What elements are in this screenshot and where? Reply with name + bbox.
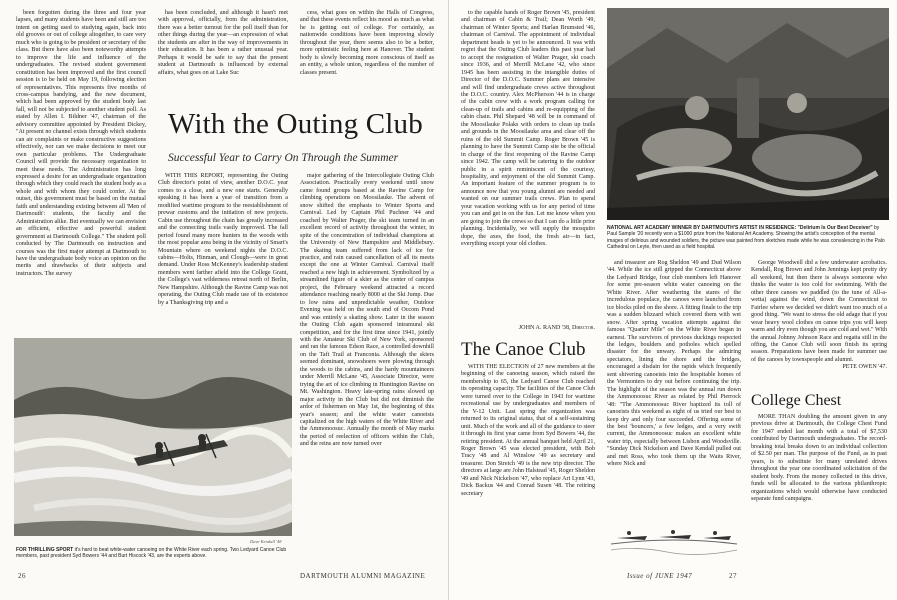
- painting-caption: NATIONAL ART ACADEMY WINNER BY DARTMOUTH'S ARTIST IN RESIDENCE: "Delirium Is Our Best Deceiver" by Paul Sample '20 recently won a $1000 prize from the National Art Academy. Showing the artist's conception of the mental images of delirious and wounded soldiers, the picture was painted from sketches made while he was convalescing in the Palo Cathedral on Leyte, then used as a field hospital.: [607, 225, 885, 250]
- right-page: [448, 0, 897, 600]
- delirium-painting: [607, 8, 889, 220]
- page-number-right: 27: [729, 572, 737, 580]
- painting-image: [607, 8, 889, 220]
- left-col1-top: been forgotten during the three and four year lapses, and many students have been and still are too intent on getting used to studying again, back into old grooves or out of college altogether, to care very much who is going to be president or secretary of the class. But there have also been noteworthy attempts to improve the life and influence of the undergraduates. The revised student government constitution has been improved and the first council session is to be held on May 19, following election of representatives. This represents five months of cross-campus bandying, and the new document, which had been approved by the student body last fall, will not be subjected to another student poll. As stated by Allen I. Bildner '47, chairman of the advisory committee appointed by President Dickey, "At present no channel exists through which students can air complaints or make constructive suggestions effectively, nor can we make decisions to meet our own particular problems. The Undergraduate Council will provide the necessary organization to meet these needs. The Administration has long expressed a desire for an undergraduate organization through which they could reach the student body as a whole and with whom they could confer. At the outset, this government must be based on the mutual faith and understanding existing between all 'Men of Dartmouth': students, the faculty and the Administration alike. But eventually we can envision an efficient, effective and powerful student government at Dartmouth College." The student poll conducted by The Dartmouth on instruction and courses was the first major attempt at Dartmouth to have the undergraduate body voice an opinion on the merits and drawbacks of their subjects and instructors. The survey: [16, 10, 146, 277]
- college-chest-text: MORE THAN doubling the amount given in any previous drive at Dartmouth, the College Chest Fund for 1947 ended last month with a total of $7,530 contributed by Dartmouth undergraduates. The record-breaking total breaks down to an individual collection of $2.50 per man. The purpose of the Fund, as in past years, is to substitute for many unrelated drives throughout the year one coordinated solicitation of the student body. From the money collected in this drive, funds will be allocated to the various philanthropic organizations which would otherwise have conducted separate fund campaigns.: [751, 414, 887, 502]
- magazine-name: DARTMOUTH ALUMNI MAGAZINE: [300, 572, 426, 580]
- outing-club-subhead: Successful Year to Carry On Through the Summer: [168, 152, 399, 164]
- canoe-club-headline: The Canoe Club: [461, 339, 586, 360]
- canoe-club-col2: and treasurer are Rog Sheldon '49 and Dud Wilson '44. While the ice still gripped the Connecticut above the Ledyard Bridge, four club members left Hanover for some pre-season white water canoeing on the White River. After weathering the stares of the incredulous populace, the canoes were launched from ice blocks piled on the shore. A fitting finale to the trip was a sudden blizzard which covered them with wet snow. After spring vacation attempts against the famous "Quarter Mile" on the White River began in earnest. The survivors of previous duckings respected the ledges, boulders and potholes which spelled disaster for the unwary. Perhaps the admiring spectators, lining the shore and the bridges, encouraged a disdain for the rapids which frequently sent shivering canoeists into the hospitable homes of the Vermonters to dry out before continuing the trip. The highlight of the season was the annual run down the Ammonoosuc River as related by Phil Pierrock '48: "The Ammonoosuc River baptized its toll of canoeists this weekend as eight of us tried our best to keep dry and only four succeeded. Offering some of the best 'bouncers,' a few ledges, and a very swift current, the Ammonoosuc makes an excellent white water trip, especially between Lisbon and Woodsville. "Sunday Dick Nickelson and Dave Kendall pulled out and met Ross, who took them up the Waits River, where Nick and: [607, 260, 741, 468]
- outing-club-headline: With the Outing Club: [168, 108, 423, 140]
- canoe-sketch-icon: [607, 510, 741, 560]
- outing-club-col3: major gathering of the Intercollegiate Outing Club Association. Practically every weekend until snow came found groups based at the Ravine Camp for climbing operations on Moosilauke. The advent of snow shifted the emphasis to Winter Sports and Carnival. Led by Captain Phil Puchner '44 and coached by Walter Prager, the ski team turned in an excellent record of activity throughout the winter, in spite of the concentration of individual champions at the University of New Hampshire and Middlebury. The skating team suffered from lack of ice for practice, and rain caused cancellation of all its meets except the one at Winter Carnival. Carnival itself reached a new high in achievement. Symbolized by a streamlined figure of a skier as the center of campus project, the February weekend attracted a record attendance reaching nearly 8000 at the Ski Jump. Due to low rains and unpredictable weather, Outdoor Evening was held on the south end of Occom Pond and was entirely a skating show. Later in the season the Outing Club again sponsored intramural ski competition, and for the first time since 1941, jointly with the Amateur Ski Club of New York, sponsored and ran the famous Edson Race, a controlled downhill on the Taft Trail at Franconia. Although the skiers seemed dominant, snowshoers were plowing through the woods to the cabins, and the hardy mountaineers under Merrill McLane '45, Associate Director, were trying the art of ice climbing in Huntington Ravine on Mt. Washington. Heavy late-spring rains slowed up major activity in the Club but did not diminish the ardor of fishermen on May 1st, the beginning of this year's season; and the white water canoeists capitalized on the high waters of the White River and the Ammonoosuc. Annually the month of May marks the period of reelection of officers within the Club, and the reins are now turned over: [300, 173, 434, 448]
- outing-club-continued: to the capable hands of Roger Brown '45, president and chairman of Cabin & Trail; Dean Worth '49, chairman of Winter Sports; and Harlan Brumsted '46, chairman of Carnival. The appointment of individual department heads is yet to be announced. It was with regret that the Outing Club leaders this past year had to accept the resignation of Walter Prager, ski coach since 1936, and of Merrill McLane '42, who since 1945 has been assisting in the intangible duties of Director of the D.O.C. Summer plans are intensive and will find undergraduate crews active throughout the D.O.C. country. Alex McPherson '44 is in charge of the cabin crew with a work program calling for clean-up of trails and cabins and re-equipping of the cabin chain. Phil Shepard '48 will be in command of the Moosilauke Polaks with orders to clean up trails and grounds in the Moosilauke area and clear off the ruins of the old Summit Camp. Roger Brown '45 is planning to have the Summit Camp site be the official in charge of the first reopening of the Ravine Camp since 1942. The camp will be catering to the outdoor public in a spirit reminiscent of the courtesy, hospitality, and enjoyment of the old Summit Camp. An important feature of the summer program is to announce now that you young alumni are needed and wanted on our summer trails crews. Plan to spend your vacation working with us for any period of time you can and get in on the fun. Let me know when you are going to join the crews so that I can do a little prior planning. Incidentally, we will supply the mosquito dope, the axes, the food, the fresh air—in fact, everything except your old clothes.: [461, 10, 595, 248]
- left-page: [0, 0, 448, 600]
- outing-club-col2: WITH THIS REPORT, representing the Outing Club director's point of view, another D.O.C. year comes to a close, and a new one starts. Generally speaking it has been a year of transition from a modified wartime program to the reestablishment of prewar customs and the initiation of new projects. Cabin use throughout the chain has greatly increased and the connecting trails vastly improved. The fall period found many more hunters in the woods with the most popular area being in the vicinity of Smart's Mountain where on weekend nights the D.O.C. cabins—Holts, Hinman, and Clough—were in great demand. Under Ross McKenney's leadership student members went farther afield into the College Grant, the College's vast wilderness retreat north of Berlin, New Hampshire. Although the Ravine Camp was not operating, the Outing Club made use of its existence by a Thanksgiving trip and a: [158, 173, 288, 306]
- canoe-club-signature: PETE OWEN '47.: [842, 364, 887, 370]
- photo-credit: Dave Kendall '48: [250, 539, 282, 544]
- canoe-club-col3: George Woodwell did a few underwater acrobatics. Kendall, Rog Brown and John Jennings kept pretty dry all weekend, but then there is always someone who thinks the water is too cold for swimming. With the other three canoes we paddled (to the tune of All-a-wetta) against the wind, down the Connecticut to Fairlee where we decided we didn't want too much of a good thing. "We want to stress the old adage that if you wear heavy wool clothes on canoe trips you will keep warm and dry even though you are cold and wet." With the annual Johnny Johnson Race and regatta still in the offing, the Canoe Club will soon finish its spring season. Preparations have been made for summer use of the canoes by townspeople and alumni.: [751, 260, 887, 363]
- canoeing-photo: [14, 338, 292, 536]
- canoe-photo-caption: FOR THRILLING SPORT it's hard to beat white-water canoeing on the White River each spring. Two Ledyard Canoe Club members, past president Syd Bowers '44 and Burt Hiscock '43, are the experts above.: [16, 547, 287, 560]
- canoe-club-col1: WITH THE ELECTION of 27 new members at the beginning of the canoeing season, which raised the membership to 65, the Ledyard Canoe Club reached its operating capacity. The facilities of the Canoe Club were turned over to the College in 1943 for wartime recreational use by undergraduates and members of the V-12 Unit. Last spring the organization was returned to its original status, that of a self-sustaining unit. Much of the work and all of the guidance to steer it through its first year came from Syd Bowers '44, the retiring president. At the annual banquet held April 21, Roger Brown '45 was elected president, with Bob Tracy '48 and Al Winslow '49 as secretary and treasurer. Don Streich '49 is the new trip director. The directors at large are John Halstead '45, Roger Sheldon '49 and Nick Nickelson '47, who replace Art Lynn '43, Dick Backus '44 and Conrad Susen '48. The retiring secretary: [461, 364, 595, 497]
- outing-club-signature: JOHN A. RAND '38, Director.: [518, 325, 595, 331]
- left-col2-top: has been concluded, and although it hasn't met with approval, officially, from the administration, there was a better turnout for the poll itself than for other things during the year—an expression of what the students are after in the way of improvements in their education. It has been a rather unusual year. Perhaps it would be safe to say that the present student at Dartmouth is influenced by external affairs, what goes on at Lake Suc: [158, 10, 288, 76]
- left-col3-top: cess, what goes on within the Halls of Congress, and that these events reflect his mood as much as what he is getting out of college. For certainly, as nationwide conditions have been improving slowly throughout the year, there seems also to be a better, more optimistic feeling here at Hanover. The student body is slowly becoming more conscious of itself as an entity, a whole union, regardless of the number of classes present.: [300, 10, 434, 76]
- canoe-illustration: [607, 510, 741, 560]
- canoe-rapids-image: [14, 338, 292, 536]
- issue-date: Issue of JUNE 1947: [627, 572, 693, 580]
- college-chest-headline: College Chest: [751, 392, 842, 409]
- page-number-left: 26: [18, 572, 26, 580]
